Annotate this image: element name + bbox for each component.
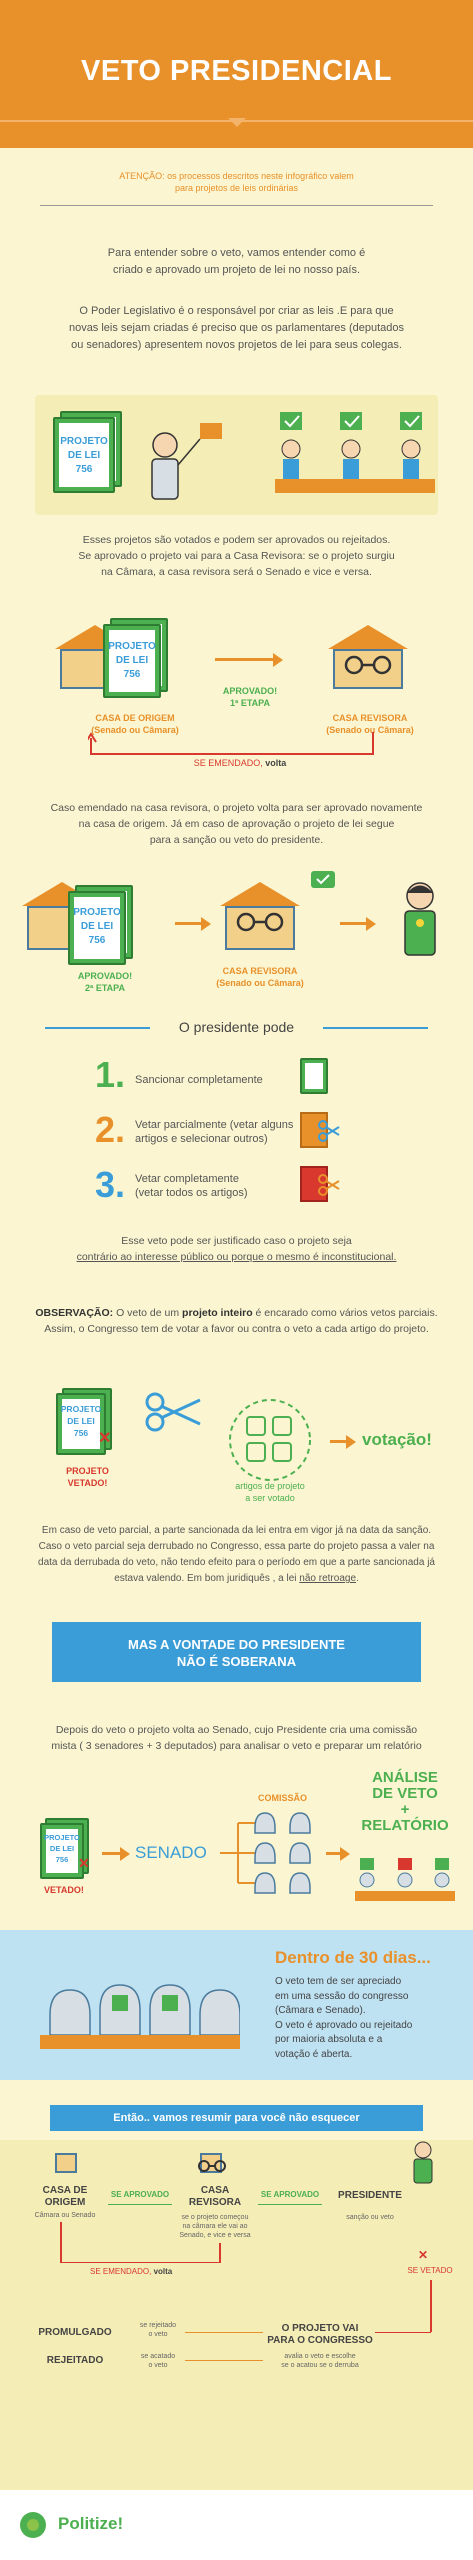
doc-label-line: DE LEI	[67, 450, 101, 461]
text-line: Caso o veto parcial seja derrubado no Congresso, essa parte do projeto passa a valer na	[38, 1541, 435, 1552]
stage2-paragraph	[15, 800, 458, 848]
text-line: na casa de origem. Já em caso de aprovação o projeto de lei segue	[78, 818, 395, 830]
sanction-document-icon	[300, 1058, 328, 1094]
text-line: na Câmara, a casa revisora será o Senado e vice e versa.	[101, 566, 372, 578]
sovereignty-banner	[52, 1622, 421, 1682]
label-line: CASA DE ORIGEM	[95, 713, 175, 723]
roof-icon	[220, 882, 300, 906]
text-line: Depois do veto o projeto volta ao Senado, cujo Presidente cria uma comissão	[55, 1724, 418, 1736]
president-figure	[395, 878, 445, 958]
arrow-right-icon	[215, 658, 275, 661]
arrow-head-icon	[273, 653, 283, 667]
option-3-text	[135, 1172, 248, 1200]
header-pointer	[228, 118, 246, 127]
doc-label-line: DE LEI	[115, 655, 149, 666]
text-line: novas leis sejam criadas é preciso que os parlamentares (deputados	[68, 322, 405, 334]
flow-promulgated: PROMULGADO	[38, 2327, 112, 2338]
flow-rejected-sub	[128, 2352, 188, 2370]
text-line: para a sanção ou veto do presidente.	[149, 834, 324, 846]
brand-name[interactable]: Politize!	[58, 2514, 124, 2533]
glasses-icon	[195, 2160, 229, 2172]
scissors-icon	[145, 1392, 205, 1432]
banner-line: MAS A VONTADE DO PRESIDENTE	[128, 1637, 345, 1652]
label-line: ANÁLISE	[372, 1769, 438, 1786]
label-line: artigos de projeto	[235, 1481, 305, 1491]
document-label	[69, 906, 125, 948]
senate-label: SENADO	[135, 1843, 207, 1862]
doc-label-line: PROJETO	[60, 1404, 102, 1414]
doc-label-line: PROJETO	[60, 436, 108, 447]
flow-congress	[265, 2323, 375, 2347]
text-line: na câmara ele vai ao	[182, 2223, 248, 2230]
text-line: Para entender sobre o veto, vamos entender como é	[107, 247, 366, 259]
veto-x-icon: ✕	[78, 1855, 90, 1871]
option-3-number: 3.	[95, 1164, 126, 1205]
parliament-table	[275, 407, 435, 507]
text-part: projeto inteiro	[182, 1307, 253, 1319]
label-line: a ser votado	[245, 1493, 295, 1503]
flow-approved-1: SE APROVADO	[110, 2190, 170, 2199]
veto-x-icon: ✕	[98, 1430, 112, 1447]
text-part: é encarado como vários vetos parciais.	[252, 1307, 438, 1319]
flow-president-sub: sanção ou veto	[346, 2214, 394, 2221]
text-line: Esse veto pode ser justificado caso o projeto seja	[121, 1235, 352, 1247]
congress-voting-figures	[40, 1965, 240, 2065]
text-line: (Câmara e Senado).	[275, 2005, 366, 2016]
doc-label-line: PROJETO	[73, 907, 121, 918]
flow-congress-sub	[265, 2352, 375, 2370]
text-line: (vetar todos os artigos)	[135, 1187, 248, 1199]
option-2-number: 2.	[95, 1109, 126, 1150]
label-line: +	[400, 1801, 410, 1818]
flow-arrow	[185, 2332, 263, 2333]
document-label	[55, 435, 113, 477]
veto-line	[430, 2280, 432, 2332]
label-line: APROVADO!	[77, 971, 133, 981]
doc-label-line: DE LEI	[49, 1844, 75, 1853]
speech-check-icon	[310, 870, 336, 894]
flow-origin-sub: Câmara ou Senado	[34, 2212, 96, 2219]
label-line: 2ª ETAPA	[84, 983, 125, 993]
label-line: O PROJETO VAI	[281, 2323, 359, 2334]
flow-arrow	[185, 2360, 263, 2361]
amended-line	[60, 2222, 62, 2262]
illustration-present-project	[35, 395, 438, 515]
amended-line	[219, 2243, 221, 2263]
flow-arrow	[108, 2204, 172, 2205]
text-line: Senado, e vice e versa	[179, 2232, 251, 2239]
partial-paragraph	[10, 1523, 463, 1587]
approved-stage2	[60, 970, 150, 994]
commission-members	[250, 1808, 320, 1898]
text-part: .	[356, 1573, 359, 1584]
doc-label-line: PROJETO	[44, 1833, 80, 1842]
doc-label-line: 756	[55, 1855, 69, 1864]
arrow-right-icon	[175, 922, 203, 925]
senate-paragraph	[15, 1722, 458, 1754]
doc-label-line: 756	[73, 1428, 89, 1438]
articles-circle	[225, 1395, 315, 1485]
label-line: 1ª ETAPA	[229, 698, 270, 708]
arrow-head-icon	[346, 1435, 356, 1449]
label-line: (Senado ou Câmara)	[91, 725, 179, 735]
flow-rejected: REJEITADO	[46, 2355, 104, 2366]
text-line: O veto é aprovado ou rejeitado	[275, 2019, 413, 2031]
label-line: DE VETO	[372, 1785, 438, 1802]
label-line: APROVADO!	[222, 686, 278, 696]
option-1-text: Sancionar completamente	[135, 1074, 263, 1086]
text-line: se o acatou se o derruba	[281, 2362, 359, 2369]
glasses-icon	[338, 655, 398, 675]
text-line: criado e aprovado um projeto de lei no nosso país.	[112, 264, 361, 276]
text-line: votação é aberta.	[275, 2048, 353, 2060]
attention-line: para projetos de leis ordinárias	[174, 183, 299, 193]
doc-label-line: PROJETO	[108, 641, 156, 652]
label-line: RELATÓRIO	[361, 1817, 449, 1834]
text-line: data da derrubada do veto, não tendo efeito para o período em que a parte sancionada já	[38, 1557, 435, 1568]
text-line: O Poder Legislativo é o responsável por criar as leis .E para que	[79, 305, 394, 317]
flow-arrow	[258, 2204, 322, 2205]
text-line: por maioria absoluta e a	[275, 2034, 383, 2045]
text-line: se acatado	[140, 2353, 176, 2360]
scissors-icon	[318, 1120, 340, 1142]
articles-label	[225, 1480, 315, 1504]
label-line: (Senado ou Câmara)	[326, 725, 414, 735]
arrow-head-icon	[366, 917, 376, 931]
observation-label: OBSERVAÇÃO:	[35, 1307, 114, 1319]
house-icon	[55, 2153, 77, 2173]
label-line: REVISORA	[188, 2197, 242, 2208]
summary-amended	[90, 2267, 172, 2276]
text-line	[10, 1571, 463, 1587]
flow-approved-2: SE APROVADO	[260, 2190, 320, 2199]
attention-line: ATENÇÃO: os processos descritos neste infográfico valem	[119, 171, 354, 181]
thirty-days-title: Dentro de 30 dias...	[275, 1948, 431, 1967]
text-line: o veto	[148, 2362, 168, 2369]
label-line: (Senado ou Câmara)	[216, 978, 304, 988]
divider	[45, 1027, 150, 1029]
text-line: Vetar parcialmente (vetar alguns	[135, 1119, 294, 1131]
commission-label: COMISSÃO	[258, 1793, 308, 1803]
vetoed-project-label	[50, 1465, 125, 1489]
text-part: não retroage	[299, 1573, 357, 1584]
document-label	[104, 640, 160, 682]
thirty-days-text	[275, 1975, 455, 2062]
text-line: O veto tem de ser apreciado	[275, 1976, 402, 1987]
amended-back-text: volta	[153, 2267, 173, 2276]
text-line: se rejeitado	[139, 2322, 177, 2329]
speaker-figure	[130, 415, 240, 510]
text-line: se o projeto começou	[181, 2214, 249, 2221]
text-line: Se aprovado o projeto vai para a Casa Revisora: se o projeto surgiu	[78, 550, 395, 562]
banner-line: NÃO É SOBERANA	[176, 1654, 297, 1669]
text-line: ou senadores) apresentem novos projetos de lei para seus colegas.	[71, 339, 402, 351]
analysis-label	[355, 1770, 455, 1834]
text-line: avalia o veto e escolhe	[284, 2353, 356, 2360]
doc-label-line: 756	[123, 669, 141, 680]
text-line: em uma sessão do congresso	[275, 1990, 409, 2002]
label-line: ORIGEM	[44, 2197, 86, 2208]
divider	[40, 205, 433, 206]
label-line: VETADO!	[67, 1478, 108, 1488]
doc-label-line: DE LEI	[67, 1416, 95, 1426]
text-part: estava valendo. Em bom juridiquês , a lei	[114, 1573, 300, 1584]
text-line: mista ( 3 senadores + 3 deputados) para analisar o veto e preparar um relatório	[51, 1740, 422, 1752]
text-line: Vetar completamente	[135, 1173, 239, 1185]
arrow-head-icon	[120, 1847, 130, 1861]
amended-label	[160, 758, 320, 768]
label-line: CASA REVISORA	[332, 713, 408, 723]
intro-paragraph-1	[20, 245, 453, 279]
doc-label-line: 756	[88, 935, 106, 946]
text-line: Caso emendado na casa revisora, o projeto volta para ser aprovado novamente	[50, 802, 423, 814]
analysis-group	[355, 1858, 455, 1908]
veto-x-icon: ✕	[418, 2248, 429, 2262]
scissors-icon	[318, 1174, 340, 1196]
voting-label: votação!	[362, 1430, 432, 1449]
option-1-number: 1.	[95, 1054, 126, 1095]
label-line: CASA REVISORA	[222, 966, 298, 976]
voting-paragraph	[20, 532, 453, 580]
summary-banner: Então.. vamos resumir para você não esquecer	[50, 2105, 423, 2131]
justify-paragraph	[20, 1233, 453, 1265]
text-line: artigos e selecionar outros)	[135, 1133, 268, 1145]
amended-line	[60, 2262, 220, 2263]
roof-icon	[328, 625, 408, 649]
text-part: O veto de um	[113, 1307, 183, 1319]
document-label	[41, 1832, 83, 1865]
veto-line	[375, 2332, 431, 2333]
label-line: PARA O CONGRESSO	[267, 2335, 373, 2346]
text-line: Em caso de veto parcial, a parte sancionada da lei entra em vigor já na data da sanção.	[41, 1525, 432, 1536]
arrow-head-icon	[201, 917, 211, 931]
label-line: CASA	[200, 2185, 230, 2196]
revisora-label-2	[205, 965, 315, 989]
doc-label-line: DE LEI	[80, 921, 114, 932]
approved-stage1	[205, 685, 295, 709]
arrow-right-icon	[340, 922, 368, 925]
flow-promulgated-sub	[128, 2321, 188, 2339]
label-line: CASA DE	[42, 2185, 88, 2196]
header	[0, 0, 473, 148]
arrow-head-icon	[340, 1847, 350, 1861]
vetoed-label: VETADO!	[44, 1885, 84, 1895]
observation-paragraph	[15, 1305, 458, 1337]
text-line	[15, 1305, 458, 1321]
flow-president: PRESIDENTE	[338, 2190, 402, 2201]
page-title: VETO PRESIDENCIAL	[81, 55, 392, 87]
attention-note	[40, 170, 433, 194]
amended-text: SE EMENDADO,	[193, 758, 263, 768]
footer	[0, 2490, 473, 2560]
glasses-icon	[230, 912, 290, 932]
flow-revisora	[175, 2185, 255, 2209]
divider	[323, 1027, 428, 1029]
text-line: Assim, o Congresso tem de votar a favor ou contra o veto a cada artigo do projeto.	[44, 1323, 429, 1335]
president-title: O presidente pode	[178, 1019, 295, 1035]
label-line: PROJETO	[66, 1466, 109, 1476]
politize-logo-icon	[18, 2510, 48, 2540]
amended-text: SE EMENDADO,	[90, 2267, 152, 2276]
option-2-text	[135, 1118, 293, 1146]
text-line: Esses projetos são votados e podem ser aprovados ou rejeitados.	[82, 534, 391, 546]
intro-paragraph-2	[15, 303, 458, 354]
flow-origin	[25, 2185, 105, 2209]
president-figure	[408, 2140, 438, 2184]
text-line: contrário ao interesse público ou porque o mesmo é inconstitucional.	[76, 1251, 397, 1263]
text-line: o veto	[148, 2331, 168, 2338]
doc-label-line: 756	[75, 464, 93, 475]
flow-vetoed: SE VETADO	[407, 2266, 453, 2275]
amended-back-text: volta	[265, 758, 287, 768]
flow-revisora-sub	[165, 2213, 265, 2240]
arrow-right-icon	[102, 1852, 122, 1855]
